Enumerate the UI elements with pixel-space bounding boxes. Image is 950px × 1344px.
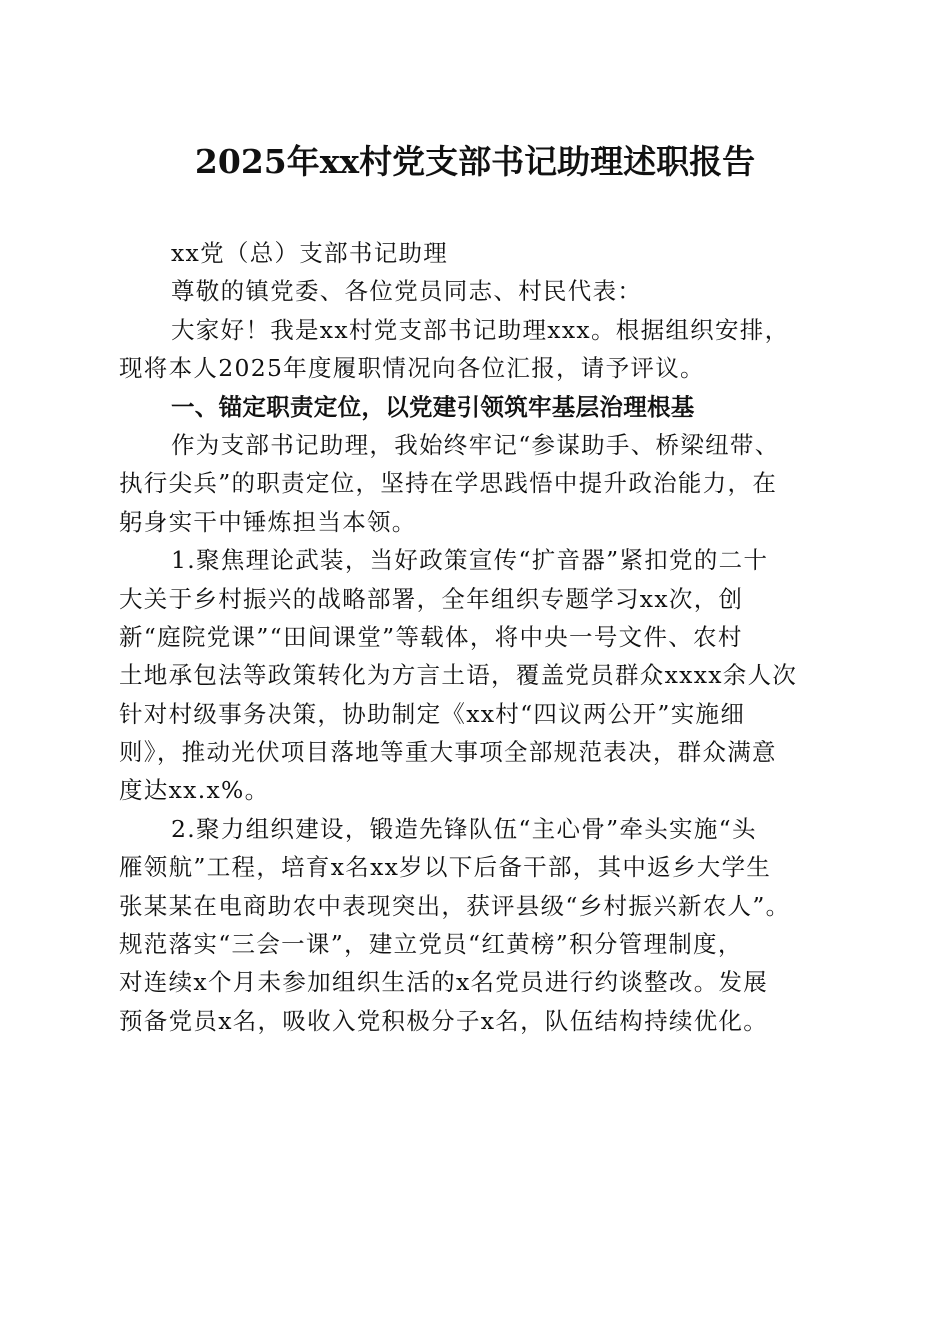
paragraph-line: 执行尖兵”的职责定位，坚持在学思践悟中提升政治能力，在 [119,469,778,498]
section-heading: 一、锚定职责定位，以党建引领筑牢基层治理根基 [171,392,695,421]
paragraph-line: 雁领航”工程，培育x名xx岁以下后备干部，其中返乡大学生 [119,853,772,882]
paragraph-line: 张某某在电商助农中表现突出，获评县级“乡村振兴新农人”。 [119,891,791,920]
paragraph-line: 对连续x个月未参加组织生活的x名党员进行约谈整改。发展 [119,968,769,997]
paragraph-line: 规范落实“三会一课”，建立党员“红黄榜”积分管理制度， [119,930,743,959]
paragraph-line: 现将本人2025年度履职情况向各位汇报，请予评议。 [119,354,705,383]
paragraph-line: 预备党员x名，吸收入党积极分子x名，队伍结构持续优化。 [119,1006,769,1035]
salutation-role: xx党（总）支部书记助理 [171,239,449,267]
paragraph-line: 大关于乡村振兴的战略部署，全年组织专题学习xx次，创 [119,584,744,613]
paragraph-line: 新“庭院党课”“田间课堂”等载体，将中央一号文件、农村 [119,622,743,651]
paragraph-line: 土地承包法等政策转化为方言土语，覆盖党员群众xxxx余人次 [119,661,798,690]
paragraph-line: 躬身实干中锤炼担当本领。 [119,507,417,536]
document-body [119,234,835,1040]
paragraph-line: 度达xx.x%。 [119,776,270,805]
paragraph-line: 1.聚焦理论武装，当好政策宣传“扩音器”紧扣党的二十 [171,546,769,575]
paragraph-line: 作为支部书记助理，我始终牢记“参谋助手、桥梁纽带、 [171,430,780,459]
paragraph-line: 则》，推动光伏项目落地等重大事项全部规范表决，群众满意 [119,738,777,767]
paragraph-line: 针对村级事务决策，协助制定《xx村“四议两公开”实施细 [119,699,746,728]
paragraph-line: 大家好！我是xx村党支部书记助理xxx。根据组织安排， [171,315,790,344]
salutation-audience: 尊敬的镇党委、各位党员同志、村民代表： [171,277,643,306]
paragraph-line: 2.聚力组织建设，锻造先锋队伍“主心骨”牵头实施“头 [171,814,757,843]
document-title: 2025年xx村党支部书记助理述职报告 [194,142,756,181]
